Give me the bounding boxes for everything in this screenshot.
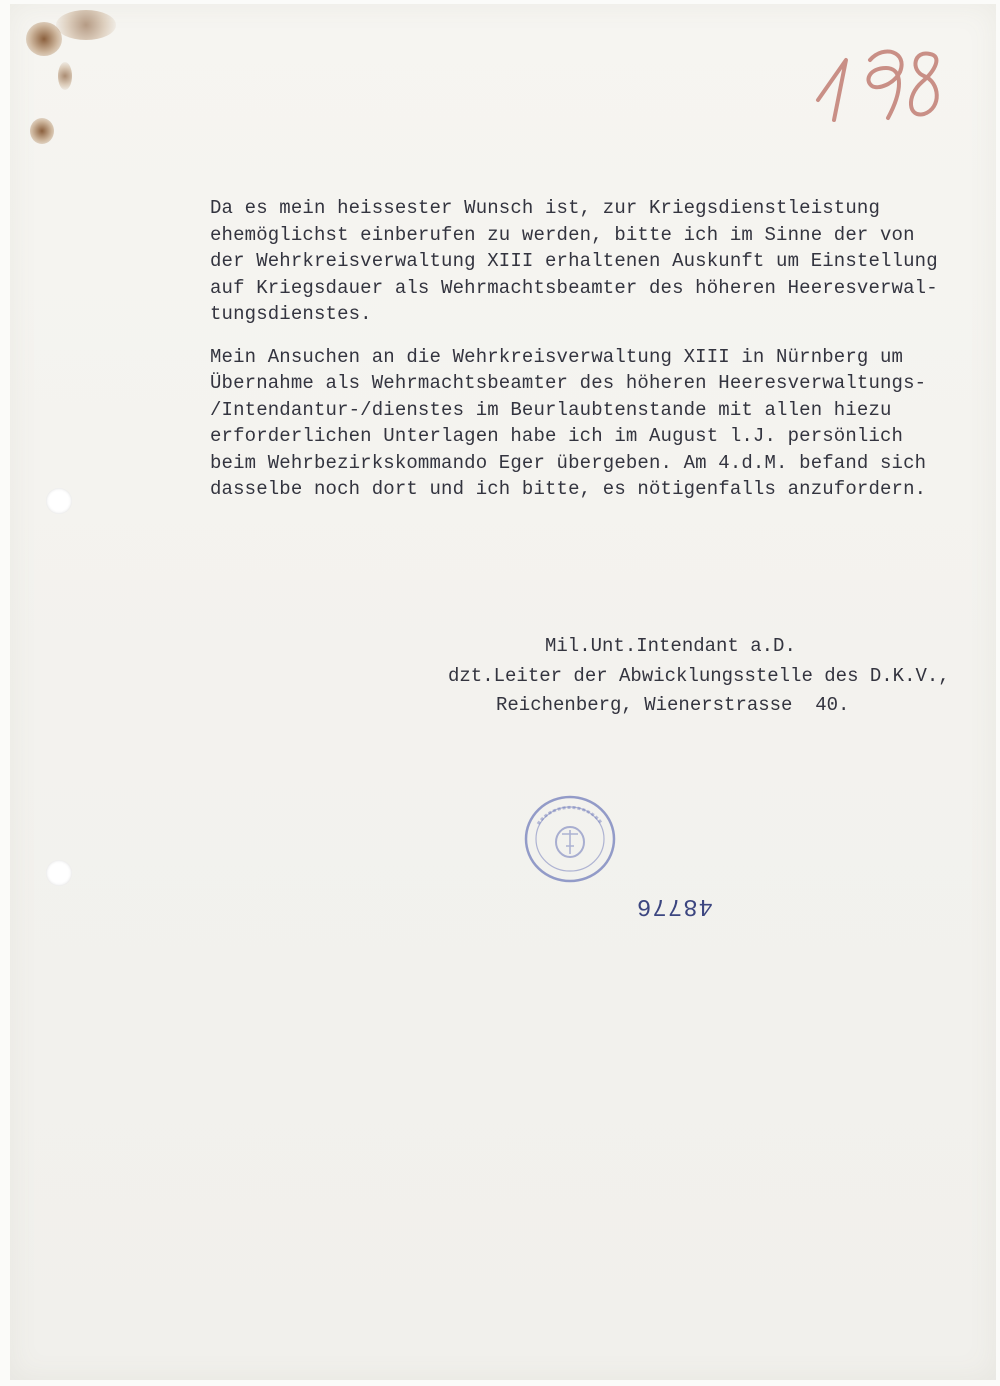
signature-title: Mil.Unt.Intendant a.D. <box>545 635 796 657</box>
text-line: dasselbe noch dort und ich bitte, es nötigenfalls anzufordern. <box>210 478 927 500</box>
text-line: Übernahme als Wehrmachtsbeamter des höheren Heeresverwaltungs- <box>210 372 927 394</box>
paragraph-1 <box>210 195 990 328</box>
text-line: erforderlichen Unterlagen habe ich im August l.J. persönlich <box>210 425 904 447</box>
letter-body <box>210 195 990 519</box>
text-line: der Wehrkreisverwaltung XIII erhaltenen Auskunft um Einstellung <box>210 250 938 272</box>
text-line: /Intendantur-/dienstes im Beurlaubtenstande mit allen hiezu <box>210 398 892 421</box>
text-line: tungsdienstes. <box>210 303 372 325</box>
rust-stain <box>58 62 72 90</box>
punch-hole <box>46 860 72 886</box>
text-line: ehemöglichst einberufen zu werden, bitte ich im Sinne der von <box>210 223 915 246</box>
rust-stain <box>56 10 116 40</box>
signature-address: Reichenberg, Wienerstrasse 40. <box>496 694 850 716</box>
round-official-stamp <box>522 794 618 884</box>
archive-number-stamp: 48776 <box>636 892 714 919</box>
folio-number-handwritten <box>812 38 952 128</box>
signature-position: dzt.Leiter der Abwicklungsstelle des D.K.V., <box>448 665 950 687</box>
text-line: beim Wehrbezirkskommando Eger übergeben. Am 4.d.M. befand sich <box>210 451 927 474</box>
rust-stain <box>30 118 54 144</box>
text-line: Mein Ansuchen an die Wehrkreisverwaltung XIII in Nürnberg um <box>210 345 904 368</box>
text-line: Da es mein heissester Wunsch ist, zur Kriegsdienstleistung <box>210 197 881 219</box>
punch-hole <box>46 488 72 514</box>
paragraph-2 <box>210 344 990 503</box>
text-line: auf Kriegsdauer als Wehrmachtsbeamter des höheren Heeresverwal- <box>210 276 938 299</box>
